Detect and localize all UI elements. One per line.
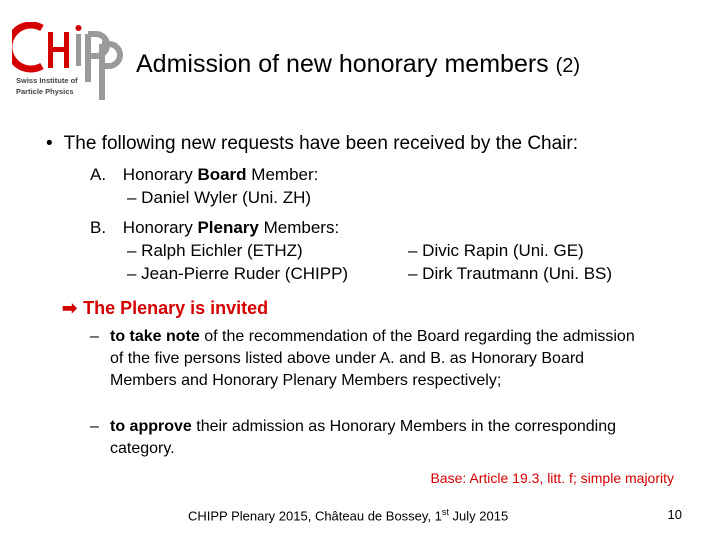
intro-text: The following new requests have been received by the Chair: <box>63 133 579 154</box>
footer-sup: st <box>441 507 449 517</box>
invite-item-approve <box>90 416 650 460</box>
section-b-member-left-2: – Jean-Pierre Ruder (CHIPP) <box>127 264 349 283</box>
section-b-post: Members: <box>258 218 340 237</box>
footer-post: July 2015 <box>448 508 509 524</box>
section-a-marker: A. <box>90 165 107 184</box>
chipp-logo-graphic <box>12 22 124 104</box>
section-b-member-right-1: – Divic Rapin (Uni. GE) <box>408 241 584 260</box>
logo-line1: Swiss Institute of <box>16 76 78 85</box>
logo-line2: Particle Physics <box>16 87 74 96</box>
invite-item-take-note <box>90 326 650 392</box>
section-b-heading <box>90 218 339 238</box>
page-number: 10 <box>667 507 682 522</box>
arrow-right-icon: ➡ <box>62 298 78 318</box>
item-approve-text: their admission as Honorary Members in the corresponding category. <box>110 418 616 457</box>
title-main: Admission of new honorary members <box>136 50 556 78</box>
item-take-note-text: of the recommendation of the Board regarding the admission of the five persons listed above under A. and B. as Honorary Board Members and Honorary Plenary Members respectively; <box>110 328 635 389</box>
section-b-marker: B. <box>90 218 107 237</box>
plenary-invited-text: The Plenary is invited <box>83 298 269 318</box>
section-a-post: Member: <box>246 165 319 184</box>
section-b-member-right-2: – Dirk Trautmann (Uni. BS) <box>408 264 613 283</box>
section-a-pre: Honorary <box>122 165 198 184</box>
footer <box>188 507 508 523</box>
page-title <box>136 50 580 79</box>
item-take-note-bold: to take note <box>110 328 200 345</box>
intro-bullet <box>46 133 578 155</box>
section-a-heading <box>90 165 318 185</box>
section-b-bold: Plenary <box>197 218 259 237</box>
title-suffix: (2) <box>555 55 581 77</box>
section-a-bold: Board <box>197 165 247 184</box>
plenary-invited <box>62 298 268 319</box>
item-dash: – <box>90 328 99 345</box>
chipp-logo <box>12 22 124 104</box>
section-b-pre: Honorary <box>122 218 198 237</box>
section-a-member: – Daniel Wyler (Uni. ZH) <box>127 188 312 207</box>
bullet-dot: • <box>46 133 53 154</box>
footer-pre: CHIPP Plenary 2015, Château de Bossey, 1 <box>188 508 442 524</box>
section-b-member-left-1: – Ralph Eichler (ETHZ) <box>127 241 303 260</box>
item-dash: – <box>90 418 99 435</box>
base-note: Base: Article 19.3, litt. f; simple majority <box>430 470 674 486</box>
item-approve-bold: to approve <box>110 418 192 435</box>
